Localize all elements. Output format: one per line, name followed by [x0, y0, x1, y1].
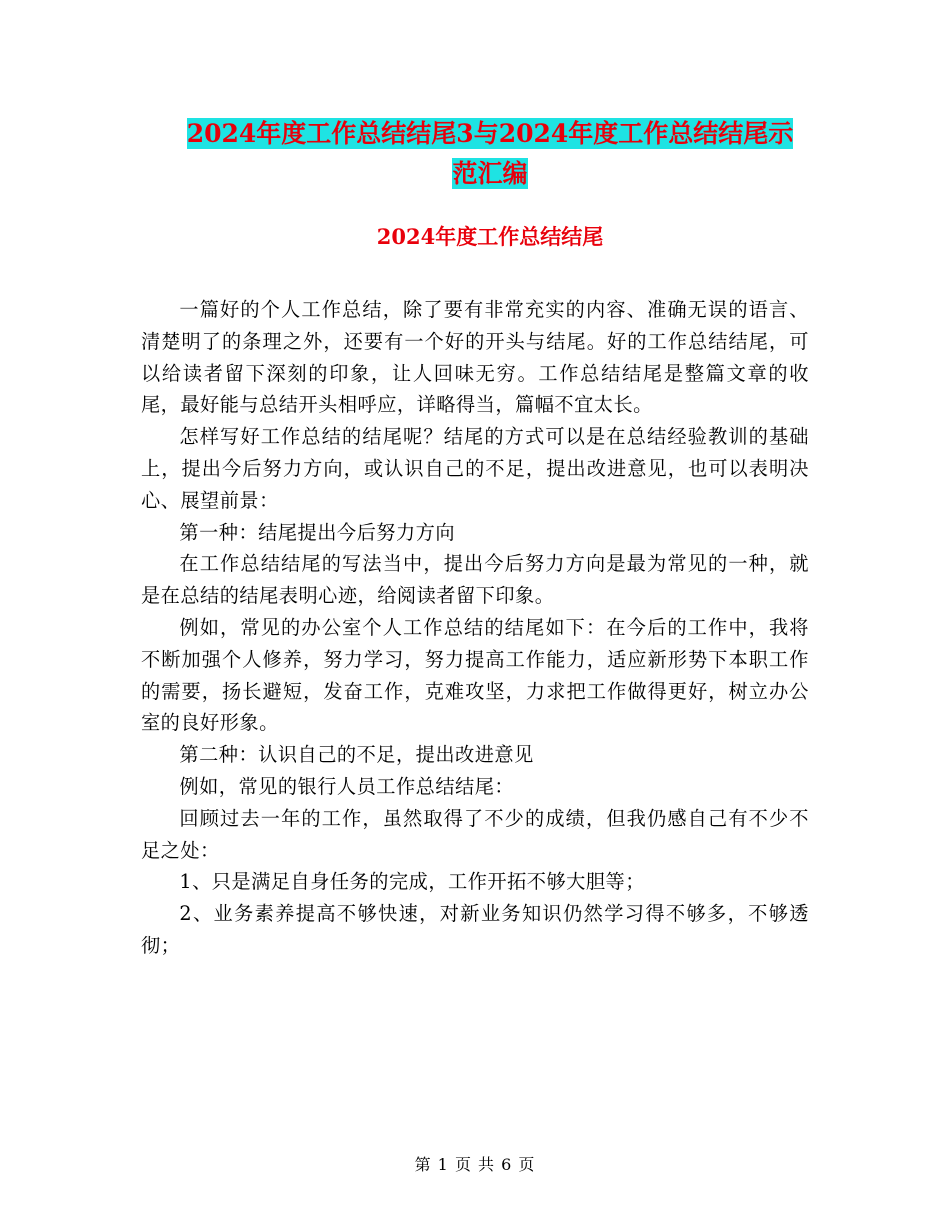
paragraph: 第一种：结尾提出今后努力方向 [179, 520, 456, 544]
paragraph: 怎样写好工作总结的结尾呢？结尾的方式可以是在总结经验教训的基础上，提出今后努力方向，或认识自己的不足，提出改进意见，也可以表明决心、展望前景： [141, 425, 809, 512]
document-body [141, 294, 809, 962]
paragraph: 例如，常见的办公室个人工作总结的结尾如下：在今后的工作中，我将不断加强个人修养，努力学习，努力提高工作能力，适应新形势下本职工作的需要，扬长避短，发奋工作，克难攻坚，力求把工作做得更好，树立办公室的良好形象。 [141, 615, 809, 735]
section-title: 2024年度工作总结结尾 [376, 224, 604, 249]
paragraph: 2、业务素养提高不够快速，对新业务知识仍然学习得不够多，不够透彻； [141, 902, 809, 957]
paragraph: 第二种：认识自己的不足，提出改进意见 [179, 743, 534, 767]
document-title-line-1: 2024年度工作总结结尾3与2024年度工作总结结尾示 [186, 119, 794, 148]
paragraph: 在工作总结结尾的写法当中，提出今后努力方向是最为常见的一种，就是在总结的结尾表明心迹，给阅读者留下印象。 [141, 552, 809, 608]
page-number-footer: 第 1 页 共 6 页 [414, 1155, 536, 1174]
paragraph: 1、只是满足自身任务的完成，工作开拓不够大胆等； [179, 870, 645, 894]
paragraph: 回顾过去一年的工作，虽然取得了不少的成绩，但我仍感自己有不少不足之处： [141, 806, 809, 862]
document-title-line-2: 范汇编 [452, 159, 528, 188]
paragraph: 例如，常见的银行人员工作总结结尾： [179, 774, 515, 798]
paragraph: 一篇好的个人工作总结，除了要有非常充实的内容、准确无误的语言、清楚明了的条理之外，还要有一个好的开头与结尾。好的工作总结结尾，可以给读者留下深刻的印象，让人回味无穷。工作总结结尾是整篇文章的收尾，最好能与总结开头相呼应，详略得当，篇幅不宜太长。 [141, 298, 809, 417]
document-title [140, 114, 840, 194]
